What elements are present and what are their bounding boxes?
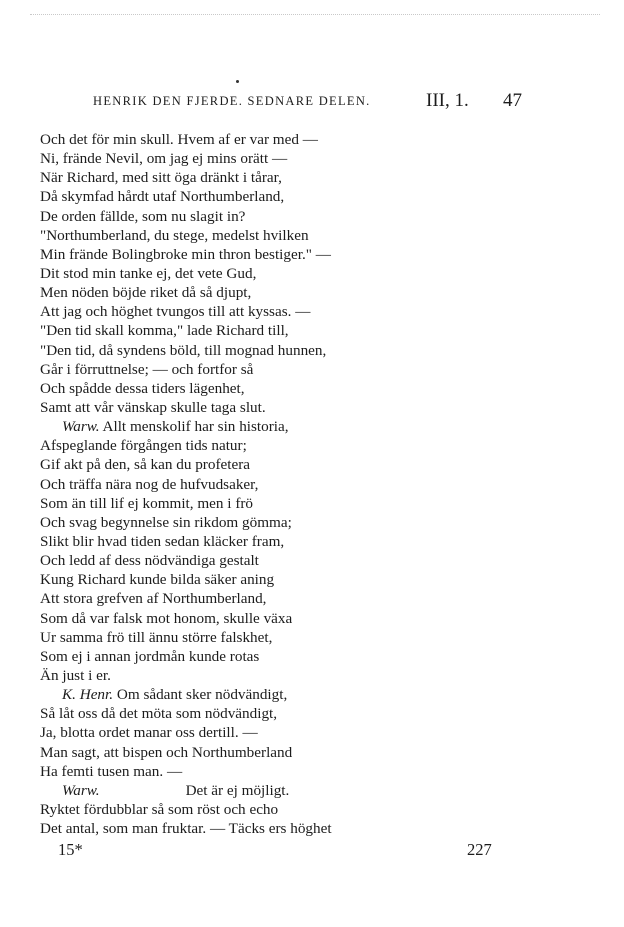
line-text: Afspeglande förgången tids natur; [40, 437, 247, 455]
speaker-name: Warw. [62, 418, 100, 436]
speaker-name: Warw. [62, 781, 100, 799]
verse-line [40, 570, 460, 589]
signature-mark: 15* [58, 840, 83, 859]
verse-line [40, 609, 460, 628]
line-text: Och ledd af dess nödvändiga gestalt [40, 552, 259, 570]
verse-line [40, 647, 460, 666]
verse-line [40, 455, 460, 474]
page-number: 47 [503, 90, 522, 111]
verse-line [40, 475, 460, 494]
verse-line [40, 321, 460, 340]
verse-line [40, 264, 460, 283]
verse-line [40, 532, 460, 551]
verse-line [40, 226, 460, 245]
verse-line [40, 341, 460, 360]
line-text: Det antal, som man fruktar. — Täcks ers höghet [40, 820, 332, 838]
line-text: Som då var falsk mot honom, skulle växa [40, 609, 293, 627]
line-text: "Northumberland, du stege, medelst hvilken [40, 226, 309, 244]
line-text: Så låt oss då det möta som nödvändigt, [40, 705, 278, 723]
line-text: Min frände Bolingbroke min thron bestiger." — [40, 245, 331, 263]
line-text: Och det för min skull. Hvem af er var med — [40, 131, 318, 148]
verse-line [40, 283, 460, 302]
verse-text [40, 130, 460, 838]
line-text: Slikt blir hvad tiden sedan kläcker fram, [40, 532, 285, 550]
verse-line [40, 494, 460, 513]
verse-line [40, 302, 460, 321]
line-text: Och svag begynnelse sin rikdom gömma; [40, 513, 292, 531]
line-text: Som än till lif ej kommit, men i frö [40, 494, 254, 512]
line-text: Ryktet fördubblar så som röst och echo [40, 800, 279, 818]
line-text: Som ej i annan jordmån kunde rotas [40, 647, 260, 665]
verse-line [40, 187, 460, 206]
line-text: Ja, blotta ordet manar oss dertill. — [40, 724, 258, 742]
verse-line [40, 685, 460, 704]
verse-line [40, 168, 460, 187]
verse-line [40, 149, 460, 168]
line-text: "Den tid skall komma," lade Richard till, [40, 322, 289, 340]
verse-line [40, 245, 460, 264]
scan-edge-dots [30, 14, 600, 17]
verse-line [40, 781, 460, 800]
line-text: Och spådde dessa tiders lägenhet, [40, 379, 245, 397]
verse-line [40, 436, 460, 455]
verse-line [40, 819, 460, 838]
page-footer [0, 840, 624, 864]
line-text: Om sådant sker nödvändigt, [113, 686, 288, 704]
verse-line [40, 589, 460, 608]
line-text: Samt att vår vänskap skulle taga slut. [40, 398, 266, 416]
verse-line [40, 800, 460, 819]
line-text: Kung Richard kunde bilda säker aning [40, 571, 275, 589]
line-text: Ni, frände Nevil, om jag ej mins orätt — [40, 150, 288, 168]
line-text: Att stora grefven af Northumberland, [40, 590, 267, 608]
line-text: Än just i er. [40, 666, 111, 684]
line-text: Allt menskolif har sin historia, [99, 418, 289, 436]
line-text: När Richard, med sitt öga dränkt i tårar, [40, 169, 282, 187]
folio-number: 227 [467, 840, 492, 859]
line-text: Går i förruttnelse; — och fortfor så [40, 360, 254, 378]
verse-line [40, 513, 460, 532]
verse-line [40, 207, 460, 226]
line-text: Gif akt på den, så kan du profetera [40, 456, 251, 474]
verse-line [40, 723, 460, 742]
verse-line [40, 704, 460, 723]
verse-line [40, 762, 460, 781]
verse-line [40, 628, 460, 647]
ink-dot [236, 80, 239, 83]
line-text: Dit stod min tanke ej, det vete Gud, [40, 264, 257, 282]
section-reference: III, 1. [426, 90, 469, 111]
line-text: Men nöden böjde riket då så djupt, [40, 284, 252, 302]
verse-line [40, 130, 460, 149]
line-text: Då skymfad hårdt utaf Northumberland, [40, 188, 285, 206]
line-text: "Den tid, då syndens böld, till mognad hunnen, [40, 341, 327, 359]
line-text: Ur samma frö till ännu större falskhet, [40, 628, 273, 646]
verse-line [40, 666, 460, 685]
line-text: Att jag och höghet tvungos till att kyssas. — [40, 303, 311, 321]
verse-line [40, 360, 460, 379]
running-head: HENRIK DEN FJERDE. SEDNARE DELEN. [93, 94, 371, 108]
line-text: Och träffa nära nog de hufvudsaker, [40, 475, 259, 493]
verse-line [40, 743, 460, 762]
speaker-name: K. Henr. [62, 686, 114, 704]
line-text: Man sagt, att bispen och Northumberland [40, 743, 293, 761]
line-text: Det är ej möjligt. [185, 781, 290, 799]
line-text: De orden fällde, som nu slagit in? [40, 207, 246, 225]
verse-line [40, 551, 460, 570]
verse-line [40, 398, 460, 417]
verse-line [40, 379, 460, 398]
line-text: Ha femti tusen man. — [40, 762, 183, 780]
page-header [0, 92, 624, 116]
verse-line [40, 417, 460, 436]
